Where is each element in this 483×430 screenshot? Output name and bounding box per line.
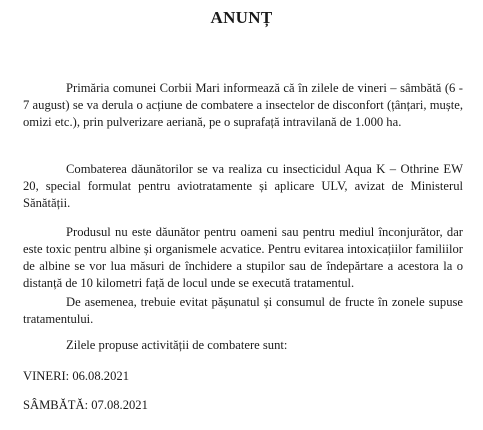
date-friday: VINERI: 06.08.2021 [23, 369, 129, 383]
date-saturday: SÂMBĂTĂ: 07.08.2021 [23, 398, 148, 412]
paragraph-proposed-days: Zilele propuse activității de combatere sunt: [66, 338, 288, 352]
paragraph-insecticide: Combaterea dăunătorilor se va realiza cu insecticidul Aqua K – Othrine EW 20, special formulat pentru aviotratamente și aplicare ULV, avizat de Ministerul Sănătății. [23, 162, 463, 210]
paragraph-grazing-warning: De asemenea, trebuie evitat pășunatul și consumul de fructe în zonele supuse tratamentului. [23, 295, 463, 326]
document-title: ANUNȚ [210, 8, 273, 27]
paragraph-bee-warning: Produsul nu este dăunător pentru oameni sau pentru mediul înconjurător, dar este toxic pentru albine și organismele acvatice. Pentru evitarea intoxicațiilor familiilor de albine se vor lua măsuri de închidere a stupilor sau de îndepărtare a acestora la o distanță de 10 kilometri față de locul unde se execută tratamentul. [23, 225, 463, 290]
paragraph-spraying-notice: Primăria comunei Corbii Mari informează că în zilele de vineri – sâmbătă (6 - 7 august) se va derula o acțiune de combatere a insectelor de disconfort (țânțari, muște, omizi etc.), prin pulverizare aeriană, pe o suprafață intravilană de 1.000 ha. [23, 81, 463, 129]
